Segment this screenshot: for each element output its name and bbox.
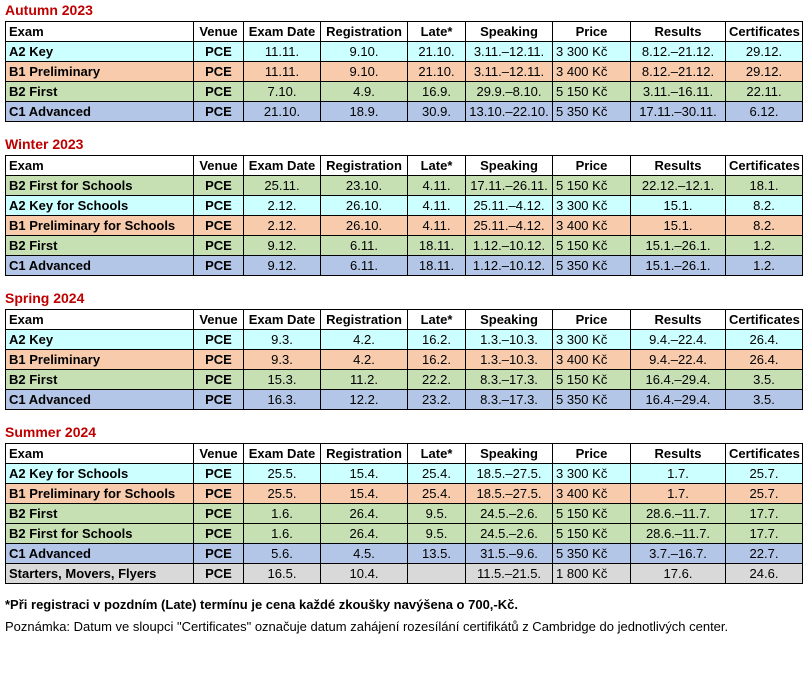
cell-exam: B2 First [6, 236, 194, 256]
cell-speaking: 24.5.–2.6. [466, 524, 553, 544]
table-row [6, 484, 803, 504]
cell-exam-date: 11.11. [244, 62, 321, 82]
table-row [6, 256, 803, 276]
cell-exam-date: 5.6. [244, 544, 321, 564]
cell-exam-date: 16.3. [244, 390, 321, 410]
cell-late: 30.9. [408, 102, 466, 122]
cell-price: 3 400 Kč [553, 216, 631, 236]
cell-price: 3 400 Kč [553, 350, 631, 370]
table-row [6, 330, 803, 350]
cell-registration: 4.5. [321, 544, 408, 564]
table-row [6, 82, 803, 102]
cell-venue: PCE [194, 176, 244, 196]
table-row [6, 62, 803, 82]
cell-exam: B1 Preliminary [6, 62, 194, 82]
cell-exam-date: 25.11. [244, 176, 321, 196]
cell-results: 3.11.–16.11. [631, 82, 726, 102]
cell-price: 3 400 Kč [553, 484, 631, 504]
header-late: Late* [408, 22, 466, 42]
cell-price: 5 350 Kč [553, 544, 631, 564]
cell-results: 22.12.–12.1. [631, 176, 726, 196]
header-results: Results [631, 310, 726, 330]
cell-exam: B2 First [6, 504, 194, 524]
cell-registration: 6.11. [321, 256, 408, 276]
schedule-section [5, 422, 802, 584]
cell-venue: PCE [194, 42, 244, 62]
cell-certificates: 26.4. [726, 350, 803, 370]
schedule-table [5, 309, 803, 410]
table-header-row [6, 444, 803, 464]
cell-late: 25.4. [408, 464, 466, 484]
cell-exam-date: 2.12. [244, 216, 321, 236]
cell-late: 4.11. [408, 216, 466, 236]
cell-exam: C1 Advanced [6, 256, 194, 276]
cell-price: 5 350 Kč [553, 102, 631, 122]
cell-results: 15.1. [631, 196, 726, 216]
table-row [6, 564, 803, 584]
cell-certificates: 24.6. [726, 564, 803, 584]
cell-exam-date: 7.10. [244, 82, 321, 102]
header-late: Late* [408, 310, 466, 330]
cell-speaking: 25.11.–4.12. [466, 196, 553, 216]
cell-venue: PCE [194, 350, 244, 370]
cell-certificates: 17.7. [726, 504, 803, 524]
cell-venue: PCE [194, 216, 244, 236]
cell-registration: 15.4. [321, 464, 408, 484]
cell-exam: C1 Advanced [6, 544, 194, 564]
header-certificates: Certificates [726, 310, 803, 330]
cell-venue: PCE [194, 464, 244, 484]
cell-results: 3.7.–16.7. [631, 544, 726, 564]
header-registration: Registration [321, 156, 408, 176]
cell-venue: PCE [194, 330, 244, 350]
cell-registration: 12.2. [321, 390, 408, 410]
notes [5, 594, 802, 638]
header-results: Results [631, 22, 726, 42]
cell-results: 28.6.–11.7. [631, 504, 726, 524]
schedule-table [5, 155, 803, 276]
cell-venue: PCE [194, 196, 244, 216]
header-speaking: Speaking [466, 310, 553, 330]
table-header-row [6, 22, 803, 42]
table-row [6, 350, 803, 370]
cell-exam-date: 9.3. [244, 330, 321, 350]
section-title: Summer 2024 [5, 424, 97, 440]
cell-exam: B1 Preliminary [6, 350, 194, 370]
cell-late: 23.2. [408, 390, 466, 410]
cell-price: 5 150 Kč [553, 370, 631, 390]
cell-exam: B2 First for Schools [6, 524, 194, 544]
cell-results: 17.11.–30.11. [631, 102, 726, 122]
cell-exam-date: 1.6. [244, 504, 321, 524]
cell-speaking: 17.11.–26.11. [466, 176, 553, 196]
cell-results: 1.7. [631, 464, 726, 484]
cell-exam-date: 9.12. [244, 236, 321, 256]
cell-results: 8.12.–21.12. [631, 42, 726, 62]
header-venue: Venue [194, 22, 244, 42]
cell-late: 16.2. [408, 330, 466, 350]
cell-late: 13.5. [408, 544, 466, 564]
cell-late: 4.11. [408, 196, 466, 216]
cell-speaking: 3.11.–12.11. [466, 42, 553, 62]
cell-results: 9.4.–22.4. [631, 330, 726, 350]
cell-speaking: 25.11.–4.12. [466, 216, 553, 236]
cell-certificates: 26.4. [726, 330, 803, 350]
cell-speaking: 11.5.–21.5. [466, 564, 553, 584]
cell-speaking: 29.9.–8.10. [466, 82, 553, 102]
cell-speaking: 8.3.–17.3. [466, 370, 553, 390]
cell-exam-date: 1.6. [244, 524, 321, 544]
header-exam-date: Exam Date [244, 22, 321, 42]
cell-exam-date: 2.12. [244, 196, 321, 216]
header-registration: Registration [321, 22, 408, 42]
cell-registration: 11.2. [321, 370, 408, 390]
cell-exam-date: 16.5. [244, 564, 321, 584]
cell-price: 5 150 Kč [553, 176, 631, 196]
cell-results: 15.1.–26.1. [631, 236, 726, 256]
cell-certificates: 8.2. [726, 196, 803, 216]
cell-exam: C1 Advanced [6, 390, 194, 410]
cell-venue: PCE [194, 370, 244, 390]
cell-registration: 18.9. [321, 102, 408, 122]
cell-late: 9.5. [408, 504, 466, 524]
cell-late: 18.11. [408, 236, 466, 256]
cell-price: 5 350 Kč [553, 256, 631, 276]
cell-certificates: 1.2. [726, 236, 803, 256]
header-venue: Venue [194, 310, 244, 330]
cell-results: 9.4.–22.4. [631, 350, 726, 370]
cell-venue: PCE [194, 236, 244, 256]
cell-late: 21.10. [408, 42, 466, 62]
table-row [6, 504, 803, 524]
cell-exam: A2 Key for Schools [6, 464, 194, 484]
schedule-section [5, 134, 802, 276]
header-exam-date: Exam Date [244, 156, 321, 176]
section-title: Winter 2023 [5, 136, 84, 152]
table-row [6, 236, 803, 256]
cell-exam-date: 25.5. [244, 484, 321, 504]
cell-registration: 4.2. [321, 350, 408, 370]
header-venue: Venue [194, 156, 244, 176]
cell-exam: Starters, Movers, Flyers [6, 564, 194, 584]
header-registration: Registration [321, 444, 408, 464]
schedule-section [5, 288, 802, 410]
cell-certificates: 18.1. [726, 176, 803, 196]
header-exam-date: Exam Date [244, 310, 321, 330]
cell-exam-date: 9.12. [244, 256, 321, 276]
header-certificates: Certificates [726, 22, 803, 42]
cell-registration: 26.4. [321, 504, 408, 524]
cell-venue: PCE [194, 256, 244, 276]
cell-certificates: 17.7. [726, 524, 803, 544]
cell-venue: PCE [194, 544, 244, 564]
cell-venue: PCE [194, 524, 244, 544]
header-registration: Registration [321, 310, 408, 330]
cell-certificates: 25.7. [726, 484, 803, 504]
cell-registration: 23.10. [321, 176, 408, 196]
late-fee-note: *Při registraci v pozdním (Late) termínu je cena každé zkoušky navýšena o 700,-Kč. [5, 597, 518, 612]
cell-results: 16.4.–29.4. [631, 370, 726, 390]
cell-exam: B1 Preliminary for Schools [6, 216, 194, 236]
cell-certificates: 1.2. [726, 256, 803, 276]
cell-registration: 26.10. [321, 196, 408, 216]
cell-certificates: 8.2. [726, 216, 803, 236]
cell-exam: B2 First [6, 82, 194, 102]
cell-price: 5 150 Kč [553, 236, 631, 256]
schedule-table [5, 21, 803, 122]
header-price: Price [553, 444, 631, 464]
cell-registration: 15.4. [321, 484, 408, 504]
header-certificates: Certificates [726, 156, 803, 176]
cell-price: 5 150 Kč [553, 82, 631, 102]
cell-results: 15.1.–26.1. [631, 256, 726, 276]
cell-price: 3 300 Kč [553, 464, 631, 484]
cell-results: 8.12.–21.12. [631, 62, 726, 82]
header-late: Late* [408, 156, 466, 176]
cell-price: 3 300 Kč [553, 196, 631, 216]
section-title: Autumn 2023 [5, 2, 93, 18]
cell-venue: PCE [194, 484, 244, 504]
cell-speaking: 1.12.–10.12. [466, 256, 553, 276]
cell-venue: PCE [194, 82, 244, 102]
cell-speaking: 24.5.–2.6. [466, 504, 553, 524]
cell-venue: PCE [194, 62, 244, 82]
cell-registration: 6.11. [321, 236, 408, 256]
cell-speaking: 18.5.–27.5. [466, 484, 553, 504]
cell-exam-date: 9.3. [244, 350, 321, 370]
header-speaking: Speaking [466, 22, 553, 42]
cell-speaking: 13.10.–22.10. [466, 102, 553, 122]
schedule-table [5, 443, 803, 584]
cell-speaking: 1.3.–10.3. [466, 350, 553, 370]
cell-exam-date: 21.10. [244, 102, 321, 122]
table-row [6, 102, 803, 122]
header-certificates: Certificates [726, 444, 803, 464]
cell-results: 1.7. [631, 484, 726, 504]
table-row [6, 390, 803, 410]
cell-registration: 9.10. [321, 42, 408, 62]
header-price: Price [553, 22, 631, 42]
cell-registration: 4.9. [321, 82, 408, 102]
header-exam: Exam [6, 444, 194, 464]
cell-exam: A2 Key [6, 330, 194, 350]
cell-speaking: 18.5.–27.5. [466, 464, 553, 484]
cell-late [408, 564, 466, 584]
section-spacer [5, 410, 802, 422]
header-late: Late* [408, 444, 466, 464]
header-exam: Exam [6, 22, 194, 42]
cell-price: 5 350 Kč [553, 390, 631, 410]
cell-price: 3 400 Kč [553, 62, 631, 82]
schedule-sections [5, 0, 802, 584]
cell-registration: 26.4. [321, 524, 408, 544]
cell-certificates: 6.12. [726, 102, 803, 122]
cell-late: 21.10. [408, 62, 466, 82]
certificates-note: Poznámka: Datum ve sloupci "Certificates" označuje datum zahájení rozesílání certifikátů z Cambridge do jednotlivých center. [5, 619, 729, 634]
table-row [6, 42, 803, 62]
cell-exam-date: 11.11. [244, 42, 321, 62]
section-title: Spring 2024 [5, 290, 85, 306]
cell-late: 9.5. [408, 524, 466, 544]
cell-price: 3 300 Kč [553, 330, 631, 350]
cell-certificates: 25.7. [726, 464, 803, 484]
cell-late: 4.11. [408, 176, 466, 196]
exam-schedule [5, 0, 802, 638]
section-spacer [5, 122, 802, 134]
schedule-section [5, 0, 802, 122]
header-exam: Exam [6, 156, 194, 176]
cell-certificates: 22.11. [726, 82, 803, 102]
cell-late: 18.11. [408, 256, 466, 276]
cell-late: 25.4. [408, 484, 466, 504]
table-row [6, 176, 803, 196]
cell-certificates: 22.7. [726, 544, 803, 564]
cell-late: 22.2. [408, 370, 466, 390]
header-speaking: Speaking [466, 444, 553, 464]
cell-speaking: 31.5.–9.6. [466, 544, 553, 564]
cell-price: 1 800 Kč [553, 564, 631, 584]
header-results: Results [631, 444, 726, 464]
cell-late: 16.2. [408, 350, 466, 370]
cell-exam: B1 Preliminary for Schools [6, 484, 194, 504]
header-venue: Venue [194, 444, 244, 464]
header-results: Results [631, 156, 726, 176]
cell-price: 3 300 Kč [553, 42, 631, 62]
cell-venue: PCE [194, 564, 244, 584]
section-spacer [5, 276, 802, 288]
cell-registration: 4.2. [321, 330, 408, 350]
cell-venue: PCE [194, 102, 244, 122]
cell-late: 16.9. [408, 82, 466, 102]
cell-speaking: 1.12.–10.12. [466, 236, 553, 256]
table-row [6, 216, 803, 236]
table-row [6, 370, 803, 390]
cell-results: 28.6.–11.7. [631, 524, 726, 544]
cell-certificates: 3.5. [726, 390, 803, 410]
header-exam: Exam [6, 310, 194, 330]
cell-price: 5 150 Kč [553, 524, 631, 544]
cell-exam: B2 First [6, 370, 194, 390]
cell-speaking: 8.3.–17.3. [466, 390, 553, 410]
cell-registration: 10.4. [321, 564, 408, 584]
cell-exam: C1 Advanced [6, 102, 194, 122]
cell-exam-date: 25.5. [244, 464, 321, 484]
table-row [6, 544, 803, 564]
table-row [6, 464, 803, 484]
cell-registration: 26.10. [321, 216, 408, 236]
cell-price: 5 150 Kč [553, 504, 631, 524]
header-price: Price [553, 156, 631, 176]
cell-registration: 9.10. [321, 62, 408, 82]
cell-exam: A2 Key for Schools [6, 196, 194, 216]
header-price: Price [553, 310, 631, 330]
cell-venue: PCE [194, 504, 244, 524]
header-exam-date: Exam Date [244, 444, 321, 464]
table-row [6, 524, 803, 544]
cell-speaking: 3.11.–12.11. [466, 62, 553, 82]
cell-results: 16.4.–29.4. [631, 390, 726, 410]
cell-results: 17.6. [631, 564, 726, 584]
table-row [6, 196, 803, 216]
header-speaking: Speaking [466, 156, 553, 176]
cell-results: 15.1. [631, 216, 726, 236]
cell-venue: PCE [194, 390, 244, 410]
cell-exam-date: 15.3. [244, 370, 321, 390]
table-header-row [6, 156, 803, 176]
cell-exam: B2 First for Schools [6, 176, 194, 196]
cell-speaking: 1.3.–10.3. [466, 330, 553, 350]
cell-certificates: 29.12. [726, 62, 803, 82]
cell-exam: A2 Key [6, 42, 194, 62]
cell-certificates: 29.12. [726, 42, 803, 62]
table-header-row [6, 310, 803, 330]
cell-certificates: 3.5. [726, 370, 803, 390]
